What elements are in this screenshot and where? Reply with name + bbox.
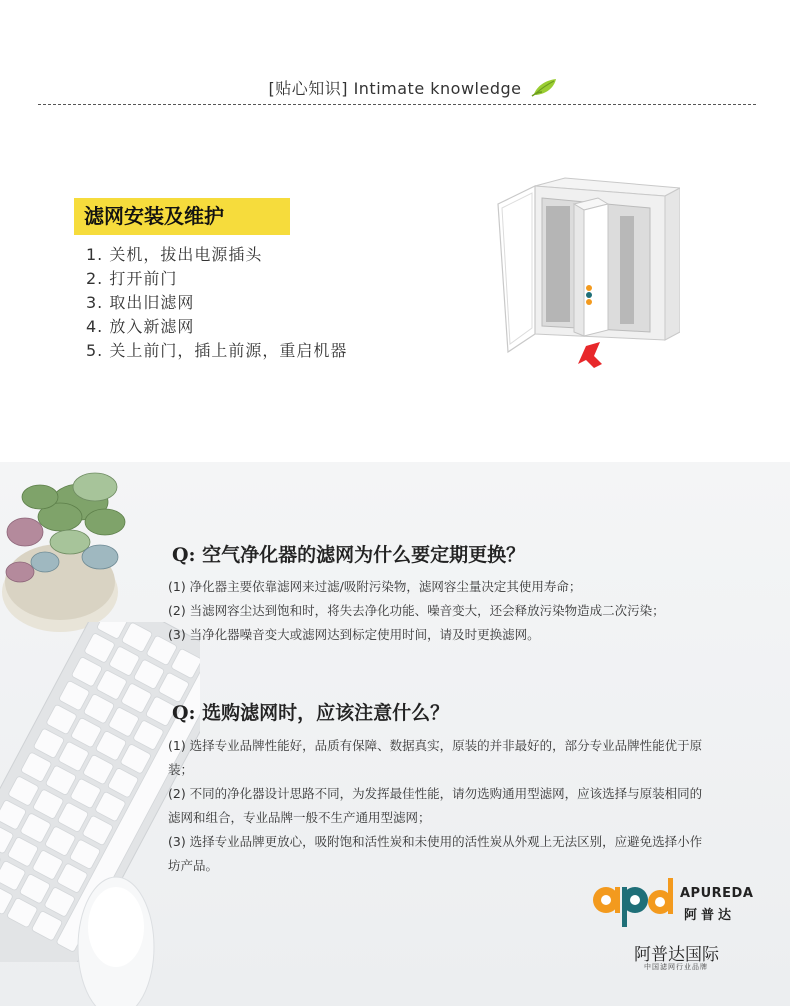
install-section	[0, 140, 790, 460]
mouse-image	[70, 857, 160, 1006]
faq-answer: (1) 选择专业品牌性能好，品质有保障、数据真实，原装的并非最好的，部分专业品牌性能优于原装；	[168, 738, 703, 777]
install-step: 5. 关上前门，插上前源，重启机器	[86, 341, 348, 360]
header-title: [贴心知识] Intimate knowledge	[268, 79, 522, 98]
header	[0, 0, 790, 130]
faq-answer: (3) 当净化器噪音变大或滤网达到标定使用时间，请及时更换滤网。	[168, 627, 540, 642]
apd-logo	[590, 876, 676, 930]
purifier-illustration	[490, 174, 680, 374]
install-steps	[86, 243, 347, 363]
faq-question-2: Q: 选购滤网时，应该注意什么？	[172, 702, 450, 724]
faq-answer: (1) 净化器主要依靠滤网来过滤/吸附污染物，滤网容尘量决定其使用寿命；	[168, 579, 582, 594]
faq-question-1: Q: 空气净化器的滤网为什么要定期更换？	[172, 544, 526, 566]
faq-answer: (2) 不同的净化器设计思路不同，为发挥最佳性能，请勿选购通用型滤网，应该选择与原装相同的滤网和组合，专业品牌一般不生产通用型滤网；	[168, 786, 703, 825]
brand-name-cn-small: 阿普达	[684, 908, 736, 923]
brand-name-cn: 阿普达国际	[634, 945, 719, 965]
leaf-icon	[530, 76, 560, 98]
faq-answers-1	[168, 575, 708, 647]
succulent-plant-image	[0, 462, 150, 632]
brand-tagline: 中国滤网行业品牌	[644, 963, 708, 971]
header-divider	[38, 104, 756, 105]
install-step: 1. 关机，拔出电源插头	[86, 245, 263, 264]
brand-name-en: APUREDA	[680, 886, 754, 901]
install-step: 3. 取出旧滤网	[86, 293, 195, 312]
brand-block	[590, 876, 760, 996]
install-title: 滤网安装及维护	[74, 198, 290, 235]
faq-answers-2	[168, 734, 708, 878]
red-arrow-icon	[578, 342, 602, 368]
install-step: 4. 放入新滤网	[86, 317, 195, 336]
faq-answer: (2) 当滤网容尘达到饱和时，将失去净化功能、噪音变大，还会释放污染物造成二次污染；	[168, 603, 665, 618]
faq-answer: (3) 选择专业品牌更放心，吸附饱和活性炭和未使用的活性炭从外观上无法区别，应避免选择小作坊产品。	[168, 834, 703, 873]
install-step: 2. 打开前门	[86, 269, 178, 288]
